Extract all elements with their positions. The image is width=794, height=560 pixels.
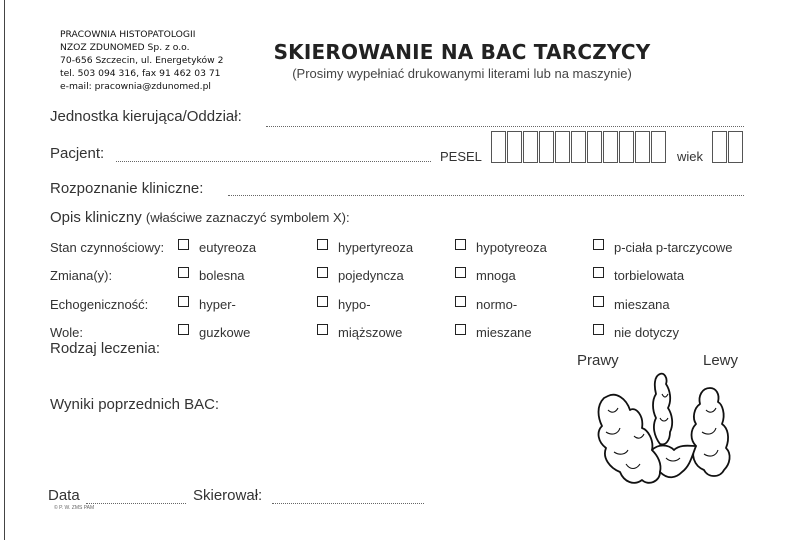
pesel-digit[interactable] <box>619 131 634 163</box>
patient-field[interactable] <box>116 161 431 162</box>
unit-field[interactable] <box>266 126 744 127</box>
lab-company: NZOZ ZDUNOMED Sp. z o.o. <box>60 42 190 53</box>
date-field[interactable] <box>86 503 186 504</box>
thyroid-left-lobe <box>692 388 730 476</box>
checkbox-bolesna[interactable] <box>178 267 189 278</box>
pesel-digit[interactable] <box>491 131 506 163</box>
option-label: normo- <box>476 297 518 312</box>
pesel-digit[interactable] <box>587 131 602 163</box>
checkbox-torbielowata[interactable] <box>593 267 604 278</box>
lab-email: e-mail: pracownia@zdunomed.pl <box>60 81 211 92</box>
age-label: wiek <box>677 149 704 164</box>
pesel-digit[interactable] <box>571 131 586 163</box>
option-label: nie dotyczy <box>614 325 680 340</box>
description-label <box>50 209 350 226</box>
option-label: miąższowe <box>338 325 403 340</box>
age-digit[interactable] <box>728 131 743 163</box>
age-boxes[interactable] <box>712 0 746 1</box>
lab-name: PRACOWNIA HISTOPATOLOGII <box>60 29 196 40</box>
right-lobe-label: Prawy <box>577 352 619 369</box>
left-lobe-label: Lewy <box>703 352 739 369</box>
treatment-label: Rodzaj leczenia: <box>50 340 161 357</box>
pesel-digit[interactable] <box>603 131 618 163</box>
description-hint: (właściwe zaznaczyć symbolem X): <box>145 210 350 225</box>
pesel-label: PESEL <box>440 149 482 164</box>
checkbox-hypo[interactable] <box>317 296 328 307</box>
previous-results-label: Wyniki poprzednich BAC: <box>50 396 220 413</box>
option-label: torbielowata <box>614 268 685 283</box>
row-label-echogenicity: Echogeniczność: <box>50 297 149 312</box>
option-label: hypotyreoza <box>476 240 547 255</box>
pesel-boxes[interactable] <box>491 0 671 1</box>
referred-by-label: Skierował: <box>193 487 263 504</box>
previous-results-field[interactable] <box>50 418 550 478</box>
age-digit[interactable] <box>712 131 727 163</box>
option-label: mieszane <box>476 325 532 340</box>
unit-label: Jednostka kierująca/Oddział: <box>50 108 242 125</box>
option-label: mnoga <box>476 268 516 283</box>
option-label: p-ciała p-tarczycowe <box>614 240 733 255</box>
option-label: mieszana <box>614 297 670 312</box>
description-title: Opis kliniczny <box>50 209 142 226</box>
page-edge <box>4 0 5 540</box>
pesel-digit[interactable] <box>555 131 570 163</box>
option-label: bolesna <box>199 268 245 283</box>
option-label: eutyreoza <box>199 240 257 255</box>
checkbox-hypertyreoza[interactable] <box>317 239 328 250</box>
checkbox-antibodies[interactable] <box>593 239 604 250</box>
pesel-digit[interactable] <box>635 131 650 163</box>
lab-address: 70-656 Szczecin, ul. Energetyków 2 <box>60 55 224 66</box>
checkbox-eutyreoza[interactable] <box>178 239 189 250</box>
diagnosis-label: Rozpoznanie kliniczne: <box>50 180 204 197</box>
patient-label: Pacjent: <box>50 145 105 162</box>
checkbox-nie-dotyczy[interactable] <box>593 324 604 335</box>
option-label: hyper- <box>199 297 236 312</box>
form-subtitle: (Prosimy wypełniać drukowanymi literami lub na maszynie) <box>292 66 632 81</box>
pesel-digit[interactable] <box>507 131 522 163</box>
form-title: SKIEROWANIE NA BAC TARCZYCY <box>273 40 651 64</box>
row-label-function: Stan czynnościowy: <box>50 240 165 255</box>
checkbox-guzkowe[interactable] <box>178 324 189 335</box>
pesel-digit[interactable] <box>539 131 554 163</box>
referred-by-field[interactable] <box>272 503 424 504</box>
date-label: Data <box>48 487 80 504</box>
lab-phone: tel. 503 094 316, fax 91 462 03 71 <box>60 68 221 79</box>
checkbox-normo[interactable] <box>455 296 466 307</box>
checkbox-hyper[interactable] <box>178 296 189 307</box>
print-code: © P. W. ZMS PAM <box>54 505 95 511</box>
option-label: pojedyncza <box>338 268 404 283</box>
checkbox-hypotyreoza[interactable] <box>455 239 466 250</box>
pesel-digit[interactable] <box>651 131 666 163</box>
checkbox-pojedyncza[interactable] <box>317 267 328 278</box>
checkbox-mnoga[interactable] <box>455 267 466 278</box>
treatment-field[interactable] <box>50 362 550 392</box>
diagnosis-field[interactable] <box>228 195 744 196</box>
pesel-digit[interactable] <box>523 131 538 163</box>
thyroid-diagram[interactable] <box>590 366 735 498</box>
checkbox-mieszana[interactable] <box>593 296 604 307</box>
option-label: hypertyreoza <box>338 240 414 255</box>
checkbox-miazszowe[interactable] <box>317 324 328 335</box>
thyroid-pyramidal-lobe <box>653 374 672 445</box>
option-label: guzkowe <box>199 325 251 340</box>
row-label-goiter: Wole: <box>50 325 83 340</box>
checkbox-mieszane[interactable] <box>455 324 466 335</box>
option-label: hypo- <box>338 297 371 312</box>
thyroid-right-lobe <box>599 395 662 483</box>
lab-header <box>60 28 223 93</box>
row-label-lesion: Zmiana(y): <box>50 268 113 283</box>
